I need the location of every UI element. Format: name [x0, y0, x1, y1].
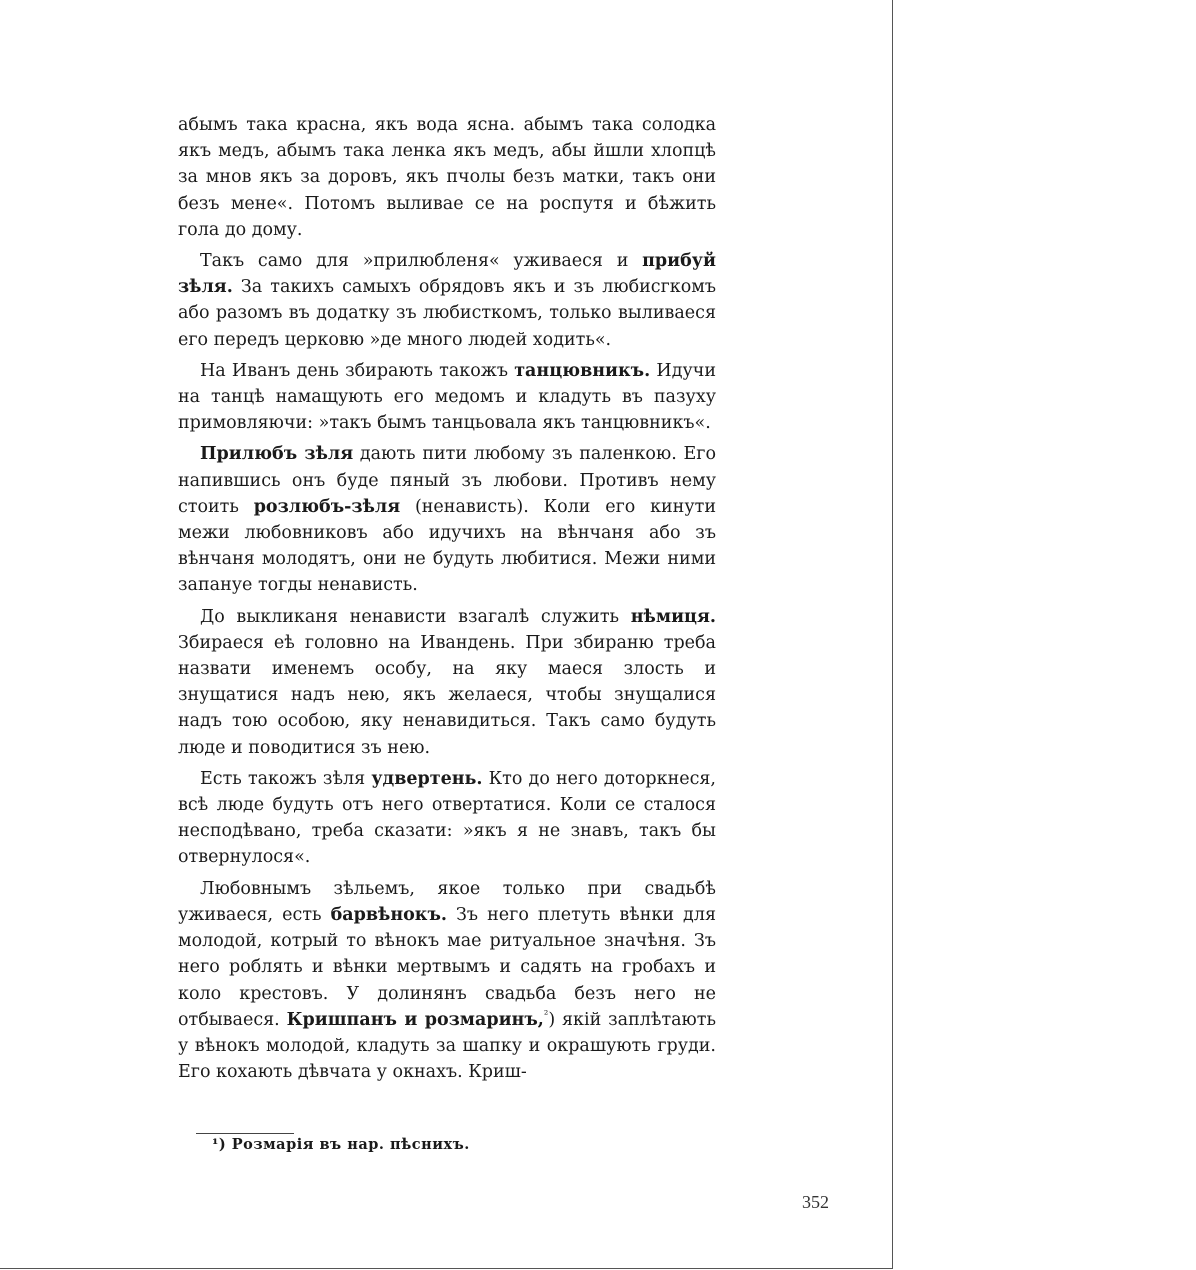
text-run: До выкликаня ненависти взагалѣ служить: [200, 606, 631, 627]
text-run: Збираеся еѣ головно на Ивандень. При збираню треба назвати именемъ особу, на яку маеся злость и знущатися надъ нею, якъ желаеся, чтобы знущалися надъ тою особою, яку ненавидиться. Такъ само будуть люде и поводитися зъ нею.: [178, 632, 716, 758]
text-run: (ненависть). Коли его кинути межи любовниковъ або идучихъ на вѣнчаня або зъ вѣнчаня молодятъ, они не будуть любитися. Межи ними запануе тогды ненависть.: [178, 496, 716, 596]
paragraph: [178, 766, 716, 871]
bold-term: розлюбъ-зѣля: [253, 496, 401, 517]
text-run: дають пити любому зъ паленкою. Его напившись онъ буде пяный зъ любови. Противъ нему стоить: [178, 444, 716, 517]
text-run: Зъ него плетуть вѣнки для молодой, котрый то вѣнокъ мае ритуальное значѣня. Зъ него роблять и вѣнки мертвымъ и садять на гробахъ и коло крестовъ. У долинянъ свадьба безъ него не отбываеся.: [178, 904, 716, 1030]
bold-term: барвѣнокъ.: [330, 904, 447, 925]
paragraph: [178, 876, 716, 1086]
paragraph: [178, 441, 716, 598]
text-run: Любовнымъ зѣльемъ, якое только при свадьбѣ уживаеся, есть: [178, 878, 716, 925]
bold-term: танцювникъ.: [514, 360, 651, 381]
bold-term: прибуй зѣля.: [178, 251, 716, 298]
paragraph: [178, 248, 716, 353]
body-text: [178, 112, 716, 1090]
text-run: абымъ така красна, якъ вода ясна. абымъ така солодка якъ медъ, абымъ така ленка якъ медъ, абы йшли хлопцѣ за мнов якъ за доровъ, якъ пчолы безъ матки, такъ они безъ мене«. Потомъ выливае се на роспутя и бѣжить гола до дому.: [178, 115, 716, 240]
text-run: ) якій заплѣтають у вѣнокъ молодой, кладуть за шапку и окрашують груди. Его кохають дѣвчата у окнахъ. Криш-: [178, 1009, 716, 1083]
text-run: На Иванъ день збирають такожъ: [200, 360, 515, 381]
footnote-divider: [196, 1133, 294, 1134]
text-run: За такихъ самыхъ обрядовъ якъ и зъ любисгкомъ або разомъ въ додатку зъ любисткомъ, только выливаеся его передъ церковю »де много людей ходить«.: [178, 277, 716, 350]
paragraph: [178, 604, 716, 761]
bold-term: удвертень.: [371, 768, 483, 789]
paragraph: [178, 358, 716, 437]
text-run: Кто до него доторкнеся, всѣ люде будуть отъ него отвертатися. Коли се сталося несподѣвано, треба сказати: »якъ я не знавъ, такъ бы отвернулося«.: [178, 768, 716, 868]
bold-term: Прилюбъ зѣля: [200, 444, 354, 465]
page-number: 352: [802, 1192, 829, 1212]
bold-term: Кришпанъ и розмаринъ,: [286, 1009, 544, 1030]
paragraph: [178, 112, 716, 243]
footnote: ¹) Розмарія въ нар. пѣснихъ.: [212, 1136, 470, 1153]
text-run: Есть такожъ зѣля: [200, 768, 372, 789]
bold-term: нѣмиця.: [630, 606, 716, 627]
text-run: Идучи на танцѣ намащують его медомъ и кладуть въ пазуху примовляючи: »такъ бымъ танцьовала якъ танцювникъ«.: [178, 360, 716, 434]
footnote-marker: ²: [543, 1007, 549, 1021]
text-run: Такъ само для »прилюбленя« уживаеся и: [200, 251, 643, 272]
